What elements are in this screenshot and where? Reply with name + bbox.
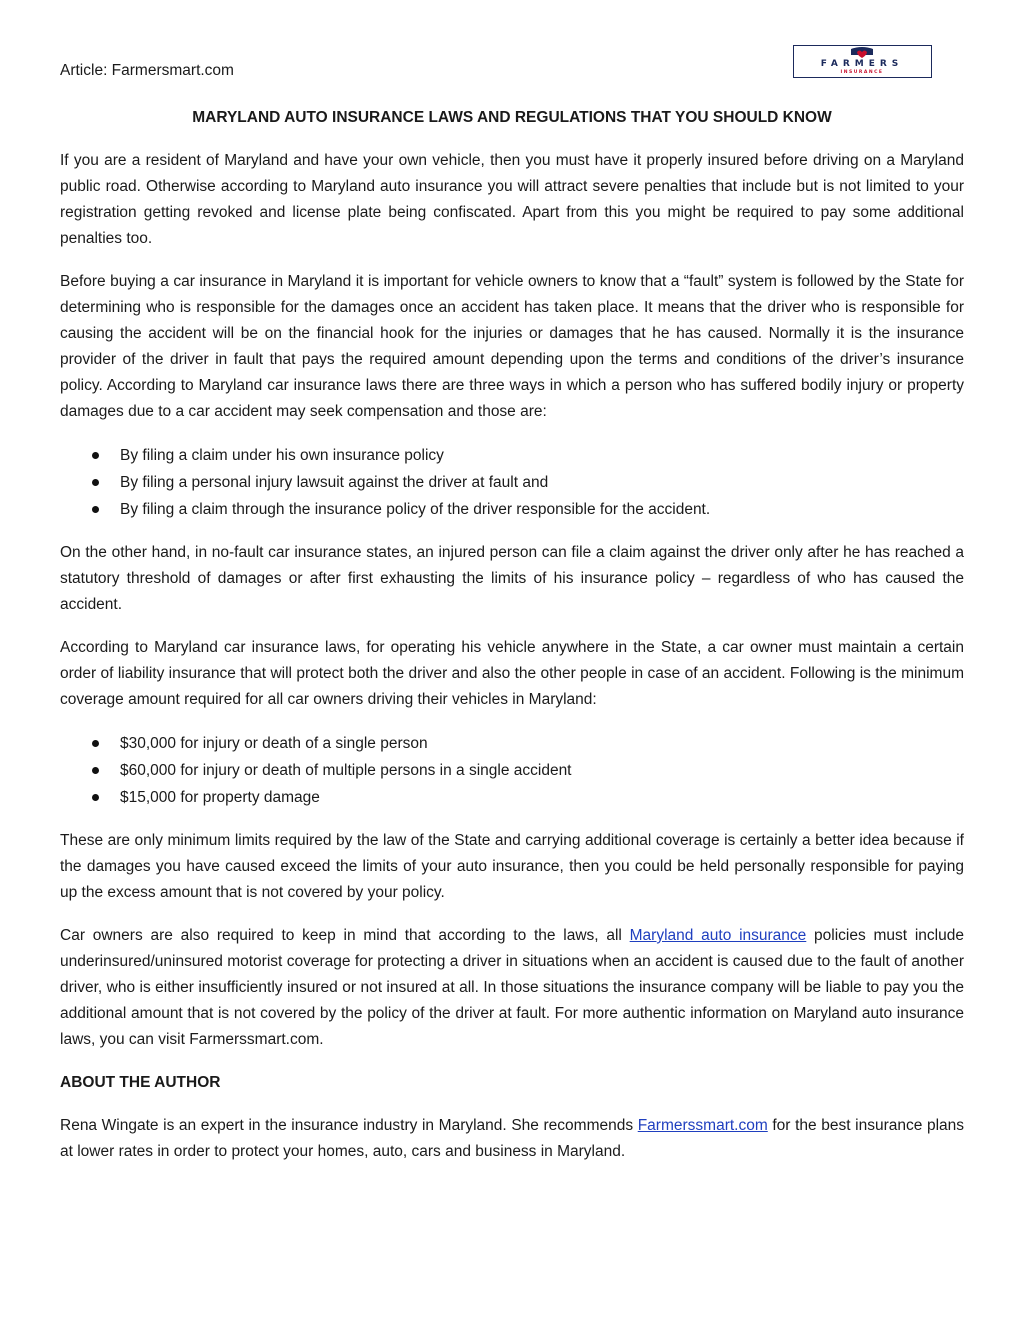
list-item: $15,000 for property damage <box>120 784 964 811</box>
farmers-logo <box>793 45 932 78</box>
logo-subtext: INSURANCE <box>840 70 884 75</box>
paragraph-fault-system: Before buying a car insurance in Maryland it is important for vehicle owners to know that a “fault” system is followed by the State for determining who is responsible for the damages once an accident has taken place. It means that the driver who is responsible for causing the accident will be on the financial hook for the injuries or damages that he has caused. Normally it is the insurance provider of the driver in fault that pays the required amount depending upon the terms and conditions of the driver’s insurance policy. According to Maryland car insurance laws there are three ways in which a person who has suffered bodily injury or property damages due to a car accident may seek compensation and those are: <box>60 273 964 420</box>
logo-text: FARMERS <box>820 59 904 69</box>
article-title: MARYLAND AUTO INSURANCE LAWS AND REGULATIONS THAT YOU SHOULD KNOW <box>192 109 832 126</box>
text-segment: Car owners are also required to keep in mind that according to the laws, all <box>60 927 630 944</box>
article-source: Article: Farmersmart.com <box>60 62 234 79</box>
list-item: By filing a claim through the insurance policy of the driver responsible for the accident. <box>120 496 964 523</box>
maryland-auto-insurance-link[interactable]: Maryland auto insurance <box>629 927 807 944</box>
farmerssmart-link[interactable]: Farmerssmart.com <box>637 1117 768 1134</box>
article-body <box>60 105 964 1182</box>
coverage-amounts-list <box>60 730 964 811</box>
list-item: By filing a personal injury lawsuit against the driver at fault and <box>120 469 964 496</box>
author-heading: ABOUT THE AUTHOR <box>60 1074 221 1091</box>
list-item: By filing a claim under his own insurance policy <box>120 442 964 469</box>
text-segment: for the best insurance plans at lower rates in order to protect your homes, auto, cars and business in Maryland. <box>60 1117 964 1160</box>
paragraph-uninsured-motorist <box>60 923 964 1053</box>
text-segment: policies must include underinsured/uninsured motorist coverage for protecting a driver in situations when an accident is caused due to the fault of another driver, who is either insufficiently insured or not insured at all. In those situations the insurance company will be liable to pay you the additional amount that is not covered by the policy of the driver at fault. For more authentic information on Maryland auto insurance laws, you can visit Farmerssmart.com. <box>60 927 964 1048</box>
text-segment: Rena Wingate is an expert in the insurance industry in Maryland. She recommends <box>60 1117 638 1134</box>
paragraph-minimum-limits: These are only minimum limits required by the law of the State and carrying additional coverage is certainly a better idea because if the damages you have caused exceed the limits of your auto insurance, then you could be held personally responsible for paying up the excess amount that is not covered by your policy. <box>60 832 964 901</box>
paragraph-no-fault: On the other hand, in no-fault car insurance states, an injured person can file a claim against the driver only after he has reached a statutory threshold of damages or after first exhausting the limits of his insurance policy – regardless of who has caused the accident. <box>60 544 964 613</box>
paragraph-author-bio <box>60 1113 964 1165</box>
compensation-ways-list <box>60 442 964 523</box>
list-item: $60,000 for injury or death of multiple persons in a single accident <box>120 757 964 784</box>
paragraph-minimum-coverage: According to Maryland car insurance laws, for operating his vehicle anywhere in the State, a car owner must maintain a certain order of liability insurance that will protect both the driver and also the other people in case of an accident. Following is the minimum coverage amount required for all car owners driving their vehicles in Maryland: <box>60 639 964 708</box>
paragraph-intro: If you are a resident of Maryland and have your own vehicle, then you must have it properly insured before driving on a Maryland public road. Otherwise according to Maryland auto insurance you will attract severe penalties that include but is not limited to your registration getting revoked and license plate being confiscated. Apart from this you might be required to pay some additional penalties too. <box>60 152 964 247</box>
list-item: $30,000 for injury or death of a single person <box>120 730 964 757</box>
farmers-shield-logo-icon <box>794 46 930 76</box>
